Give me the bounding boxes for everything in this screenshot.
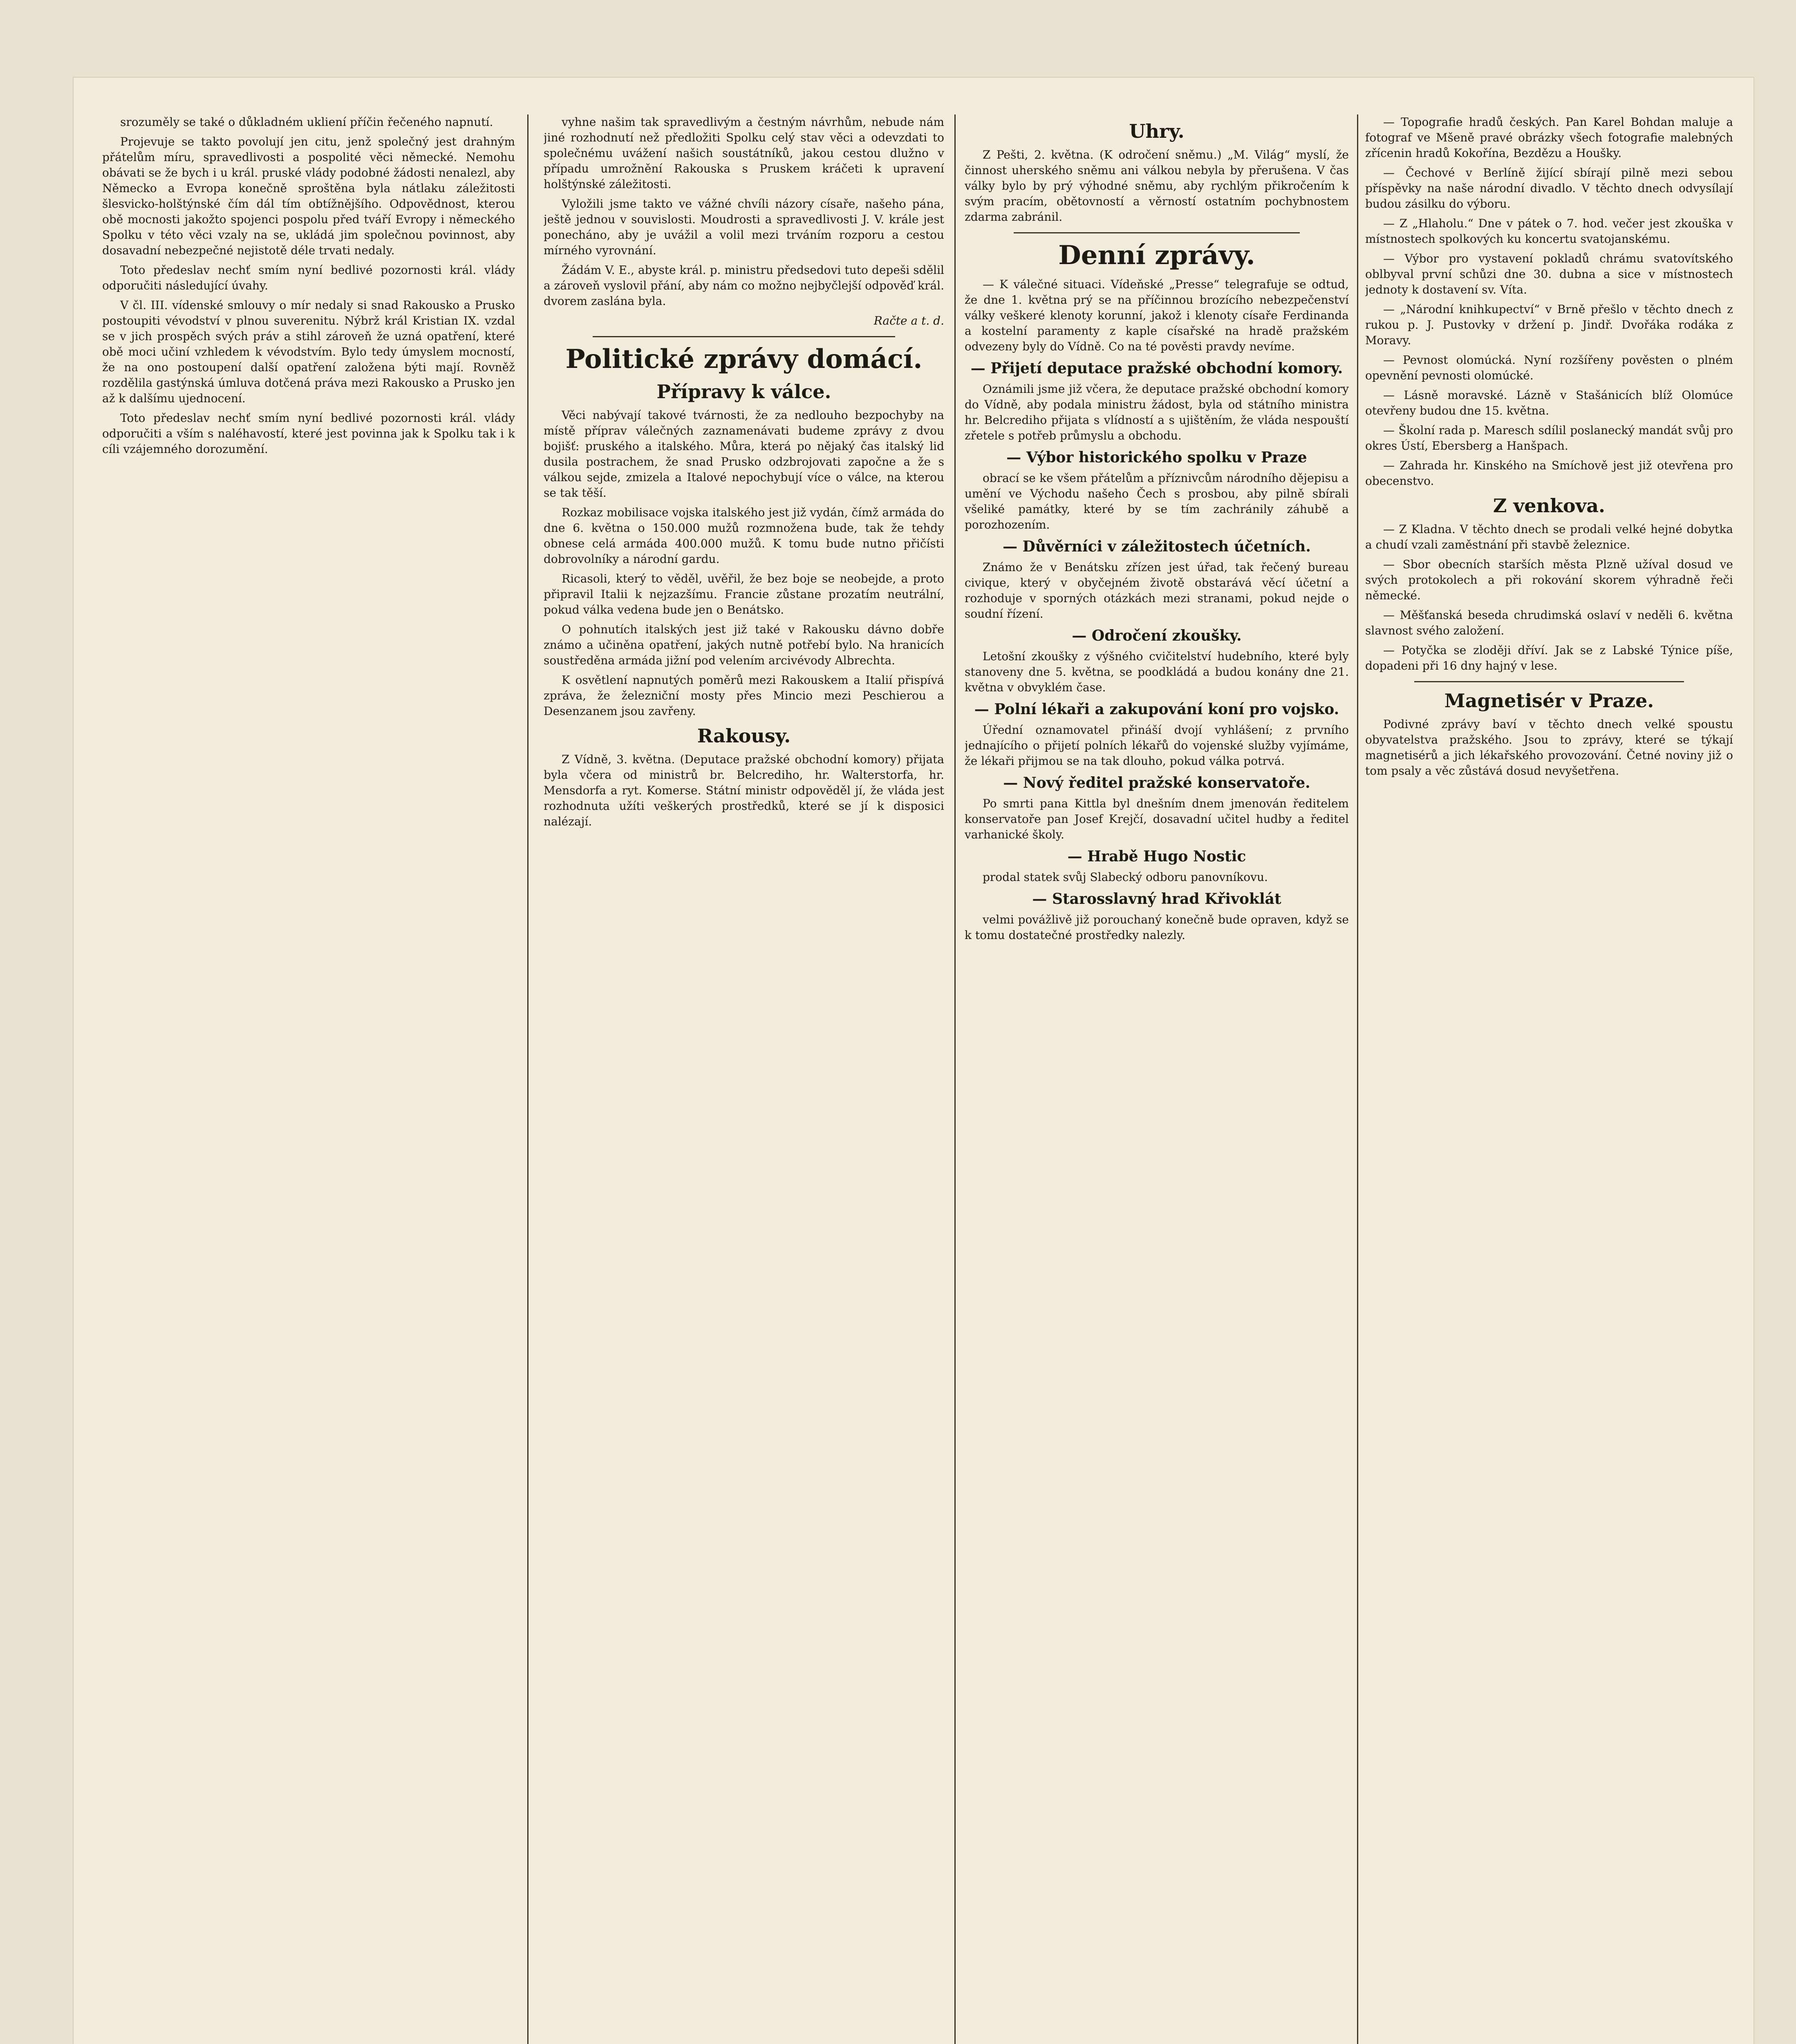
- news-subheading: — Starosslavný hrad Křivoklát: [1032, 890, 1281, 908]
- paragraph: — „Národní knihkupectví“ v Brně přešlo v těchto dnech z rukou p. J. Pustovky v držení p. Jindř. Dvořáka rodáka z Moravy.: [1365, 303, 1733, 347]
- column-rule: [1357, 114, 1358, 2044]
- subheading-z-venkova: Z venkova.: [1493, 495, 1606, 517]
- subheading-magnetiser: Magnetisér v Praze.: [1444, 690, 1654, 712]
- news-subheading: — Polní lékaři a zakupování koní pro vojsko.: [974, 701, 1339, 718]
- paragraph: — Potyčka se zloději dříví. Jak se z Labské Týnice píše, dopadeni při 16 dny hajný v lese.: [1365, 643, 1733, 672]
- news-subheading: — Důvěrníci v záležitostech účetních.: [1003, 538, 1311, 555]
- paragraph: Letošní zkoušky z výšného cvičitelství hudebního, které byly stanoveny dne 5. května, se poodkládá a budou konány dne 21. května v obvyklém čase.: [965, 650, 1349, 694]
- paragraph: — Lásně moravské. Lázně v Stašánicích blíž Olomúce otevřeny budou dne 15. května.: [1365, 388, 1733, 417]
- news-subheading: — Nový ředitel pražské konservatoře.: [1003, 774, 1310, 791]
- paragraph: Po smrti pana Kittla byl dnešním dnem jmenován ředitelem konservatoře pan Josef Krejčí, dosavadní učitel hudby a ředitel varhanické školy.: [965, 797, 1349, 841]
- subheading-rakousy: Rakousy.: [697, 725, 791, 747]
- paragraph: prodal statek svůj Slabecký odboru panovníkovu.: [983, 870, 1268, 884]
- paragraph: Z Vídně, 3. května. (Deputace pražské obchodní komory) přijata byla včera od ministrů br. Belcrediho, hr. Walterstorfa, hr. Mensdorfa a ryt. Komerse. Státní ministr odpověděl jí, že vláda jest rozhodnuta užíti veškerých prostředků, které se jí k disposici nalézají.: [544, 753, 944, 828]
- paragraph: V čl. III. vídenské smlouvy o mír nedaly si snad Rakousko a Prusko postoupiti vévodství v plnou suverenitu. Nýbrž král Kristian IX. vzdal se v jich prospěch svých práv a stihl zároveň že uzná opatření, které obě moci učiní vzhledem k vévodstvím. Bylo tedy úmyslem mocností, že na ono postoupení další opatření založena býti mají. Rovněž rozdělila gastýnská úmluva dotčená práva mezi Rakousko a Prusko jen až k dalšímu ujednocení.: [102, 298, 515, 405]
- column-4: [1365, 114, 1733, 2044]
- paragraph: srozuměly se také o důkladném ukliení příčin řečeného napnutí.: [120, 115, 493, 129]
- paragraph: — Z „Hlaholu.“ Dne v pátek o 7. hod. večer jest zkouška v místnostech spolkových ku koncertu svatojanskému.: [1365, 217, 1733, 246]
- paragraph: Toto předeslav nechť smím nyní bedlivé pozornosti král. vlády odporučiti následující úvahy.: [102, 263, 515, 292]
- paragraph: vyhne našim tak spravedlivým a čestným návrhům, nebude nám jiné rozhodnutí než předložiti Spolku celý stav věci a odevzdati to společnému uvážení našich soustátníků, jakou cestou dlužno v případu umrožnění Rakouska s Pruskem kráčeti k upravení holštýnské záležitosti.: [544, 115, 944, 191]
- subheading-uhry: Uhry.: [1129, 120, 1185, 142]
- paragraph: K osvětlení napnutých poměrů mezi Rakouskem a Italií přispívá zpráva, že železniční mosty přes Mincio mezi Peschierou a Desenzanem jsou zavřeny.: [544, 673, 944, 718]
- paragraph: — Topografie hradů českých. Pan Karel Bohdan maluje a fotograf ve Mšeně pravé obrázky všech fotografie malebných zřícenin hradů Kokořína, Bezdězu a Houšky.: [1365, 115, 1733, 160]
- paragraph: Úřední oznamovatel přináší dvojí vyhlášení; z prvního jednajícího o přijetí polních lékařů do vojenské služby vyjímáme, že lékaři přijmou se na tak dlouho, pokud válka potrvá.: [965, 723, 1349, 768]
- paragraph: — Čechové v Berlíně žijící sbírají pilně mezi sebou příspěvky na naše národní divadlo. V těchto dnech odvysílají budou zásilku do výboru.: [1365, 166, 1733, 211]
- column-3: [965, 114, 1349, 2044]
- news-subheading: — Výbor historického spolku v Praze: [1006, 449, 1307, 466]
- paragraph: — Měšťanská beseda chrudimská oslaví v neděli 6. května slavnost svého založení.: [1365, 608, 1733, 637]
- paragraph: — Z Kladna. V těchto dnech se prodali velké hejné dobytka a chudí vzali zaměstnání při stavbě železnice.: [1365, 522, 1733, 551]
- paragraph: Podivné zprávy baví v těchto dnech velké spoustu obyvatelstva pražského. Jsou to zprávy, které se týkají magnetisérů a jich lékařského provozování. Četné noviny již o tom psaly a věc zůstává dosud nevyšetřena.: [1365, 717, 1733, 778]
- newspaper-page: [74, 78, 1753, 2044]
- paragraph: Známo že v Benátsku zřízen jest úřad, tak řečený bureau civique, který v obyčejném životě obstarává věcí účetní a rozhoduje v sporných otázkách mezi stranami, pokud nejde o soudní řízení.: [965, 560, 1349, 621]
- column-rule: [954, 114, 956, 2044]
- section-heading-politicke-zpravy: Politické zprávy domácí.: [565, 344, 923, 374]
- column-rule: [527, 114, 528, 2044]
- paragraph: Oznámili jsme již včera, že deputace pražské obchodní komory do Vídně, aby podala ministru žádost, byla od státního ministra hr. Belcrediho přijata s vlídností a s ujištěním, že vláda nespouští zřetele s potřeb průmyslu a obchodu.: [965, 382, 1349, 442]
- section-divider: [593, 336, 895, 337]
- section-heading-denni-zpravy: Denní zprávy.: [1058, 240, 1255, 271]
- paragraph: Ricasoli, který to věděl, uvěřil, že bez boje se neobejde, a proto připravil Italii k nejzazšímu. Francie zůstane prozatím neutrální, pokud válka vedena bude jen o Benátsko.: [544, 572, 944, 616]
- paragraph: — Výbor pro vystavení pokladů chrámu svatovítského oblbyval první schůzi dne 30. dubna a sice v místnostech jednoty k dostavení sv. Víta.: [1365, 252, 1733, 296]
- paragraph: Rozkaz mobilisace vojska italského jest již vydán, čímž armáda do dne 6. května o 150.000 mužů rozmnožena bude, tak že tehdy obnese celá armáda 400.000 mužů. K tomu bude nutno přičísti dobrovolníky a národní gardu.: [544, 506, 944, 566]
- paragraph: Věci nabývají takové tvárnosti, že za nedlouho bezpochyby na místě příprav válečných zaznamenávati budeme zprávy z dvou bojišť: pruského a italského. Můra, která po nějaký čas italský lid dusila postrachem, že snad Prusko odzbrojovati započne a že s válkou sejde, zmizela a Italové nepochybují více o válce, na kterou se tak těší.: [544, 408, 944, 500]
- paragraph: — Sbor obecních starších města Plzně užíval dosud ve svých protokolech a při rokování skorem výhradně řeči německé.: [1365, 558, 1733, 602]
- paragraph: obrací se ke všem přátelům a příznivcům národního dějepisu a umění ve Východu našeho Čech s prosbou, aby pilně sbírali všeliké památky, které by se tím zachránily záhubě a porozhozením.: [965, 471, 1349, 531]
- paragraph: Projevuje se takto povolují jen citu, jenž společný jest drahným přátelům míru, spravedlivosti a pospolité věci německé. Nemohu obávati se že bych i u král. pruské vlády podobné žádosti nenalezl, aby Německo a Evropa konečně sproštěna byla nátlaku záležitosti šlesvicko-holštýnské čím dál tím obtížnějšího. Odpovědnost, kterou obě mocnosti jakožto spojenci pospolu před tváří Evropy i německého Spolku v této věci vzaly na se, ukládá jim společnou povinnost, aby dosavadní nebezpečné nejistotě déle trvati nedaly.: [102, 135, 515, 257]
- paragraph: — Zahrada hr. Kinského na Smíchově jest již otevřena pro obecenstvo.: [1365, 459, 1733, 488]
- paragraph: Žádám V. E., abyste král. p. ministru předsedovi tuto depeši sdělil a zároveň vyslovil přání, aby nám co možno nejbyčlejší odpověď král. dvorem zaslána byla.: [544, 263, 944, 308]
- news-subheading: — Odročení zkoušky.: [1072, 627, 1242, 644]
- subheading-pripravy-k-valce: Přípravy k válce.: [656, 381, 831, 403]
- section-divider: [1014, 232, 1300, 233]
- column-1: [102, 114, 515, 2044]
- signature-line: Račte a t. d.: [873, 314, 944, 327]
- paragraph: — Pevnost olomúcká. Nyní rozšířeny pověsten o plném opevnění pevnosti olomúcké.: [1365, 353, 1733, 382]
- news-subheading: — Hrabě Hugo Nostic: [1067, 848, 1246, 865]
- paragraph: — Školní rada p. Maresch sdílil poslanecký mandát svůj pro okres Ústí, Ebersberg a Hanšpach.: [1365, 424, 1733, 453]
- paragraph: Vyložili jsme takto ve vážné chvíli názory císaře, našeho pána, ještě jednou v souvislosti. Moudrosti a spravedlivosti J. V. krále jest ponecháno, aby je uvážil a volil mezi trváním rozporu a cestou mírného vyrovnání.: [544, 197, 944, 257]
- news-subheading: — Přijetí deputace pražské obchodní komory.: [970, 360, 1343, 377]
- paragraph: Z Pešti, 2. května. (K odročení sněmu.) „M. Világ“ myslí, že činnost uherského sněmu ani válkou nebyla by přerušena. V čas války bylo by prý výhodné sněmu, aby rychlým přikročením k svým pracím, obětovností a věrností ostatním pochybnostem zdarma zabránil.: [965, 148, 1349, 224]
- paragraph: — K válečné situaci. Vídeňské „Presse“ telegrafuje se odtud, že dne 1. května prý se na příčinnou brozícího nebezpečenství války veškeré klenoty korunní, jakož i klenoty císaře Ferdinanda a kostelní paramenty z kaple císařské na hradě pražském odvezeny byly do Vídně. Co na té pověsti pravdy nevíme.: [965, 278, 1349, 353]
- paragraph: Toto předeslav nechť smím nyní bedlivé pozornosti král. vlády odporučiti a vším s naléhavostí, které jest povinna jak k Spolku tak i k cíli vzájemného dorozumění.: [102, 411, 515, 456]
- column-2: [544, 114, 944, 2044]
- paragraph: velmi povážlivě již porouchaný konečně bude opraven, když se k tomu dostatečné prostředky nalezly.: [965, 913, 1349, 942]
- paragraph: O pohnutích italských jest již také v Rakousku dávno dobře známo a učiněna opatření, jakých nutně potřebí bylo. Na hranicích soustředěna armáda jižní pod velením arcivévody Albrechta.: [544, 623, 944, 667]
- section-divider: [1414, 681, 1684, 682]
